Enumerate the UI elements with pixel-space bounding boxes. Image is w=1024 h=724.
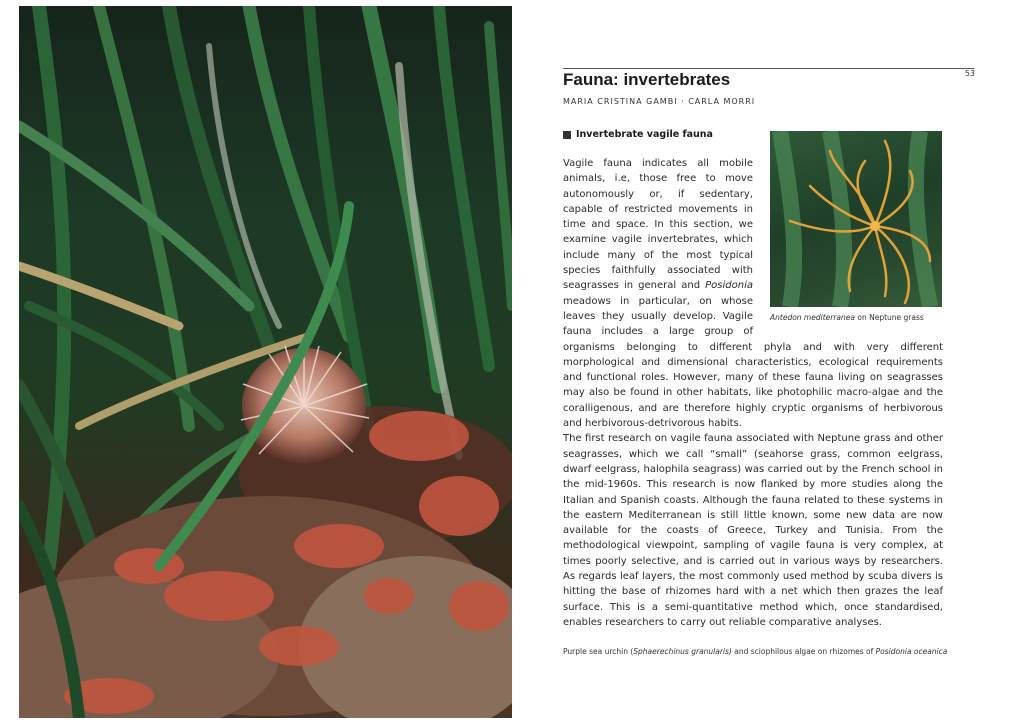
section-heading — [563, 129, 713, 140]
seagrass-urchin-photo — [19, 6, 512, 718]
urchin-caption: Purple sea urchin (Sphaerechinus granularis) and sciophilous algae on rhizomes of Posidonia oceanica — [563, 647, 948, 656]
paragraph-1: Vagile fauna indicates all mobile animals, i.e, those free to move autonomously or, if sedentary, capable of restricted movements in time and space. In this section, we examine vagile invertebrates, which include many of the most typical species faithfully associated with seagrasses in general and Posidonia meadows in particular, on whose leaves they usually develop. Vagile fauna includes a large group of organisms belonging to different phyla and with very different morphological and dimensional characteristics, ecological requirements and functional roles. However, many of these fauna living on seagrasses may also be found in other habitats, like photophilic macro-algae and the coralligenous, and are therefore highly cryptic organisms of herbivorous and herbivorous-detrivorous habits. — [563, 158, 943, 430]
caption-rest: on Neptune grass — [854, 313, 924, 322]
body-text — [563, 156, 943, 630]
page-number: 53 — [964, 69, 975, 78]
paragraph-2: The first research on vagile fauna associated with Neptune grass and other seagrasses, which we call “small” (seahorse grass, common eelgrass, dwarf eelgrass, halophila seagrass) was carried out by the French school in the mid-1960s. This research is now flanked by more studies along the Italian and Spanish coasts. Although the fauna related to these systems in the eastern Mediterranean is still little known, some new data are now available for the coasts of Greece, Turkey and Tunisia. From the methodological viewpoint, sampling of vagile fauna is very complex, at times poorly selective, and is carried out in various ways by researchers. As regards leaf layers, the most commonly used method by scuba divers is hitting the base of rhizomes hard with a net which then grazes the leaf surface. This is a semi-quantitative method which, once standardised, enables researchers to carry out reliable comparative analyses. — [563, 433, 943, 628]
seagrass-illustration — [19, 6, 512, 718]
section-heading-text: Invertebrate vagile fauna — [576, 129, 713, 140]
authors: MARIA CRISTINA GAMBI · CARLA MORRI — [563, 97, 756, 106]
header-rule — [563, 68, 974, 69]
photo-float-space — [753, 156, 943, 331]
chapter-title: Fauna: invertebrates — [563, 70, 731, 89]
caption-species: Antedon mediterranea — [770, 313, 855, 322]
square-bullet-icon — [563, 131, 571, 139]
